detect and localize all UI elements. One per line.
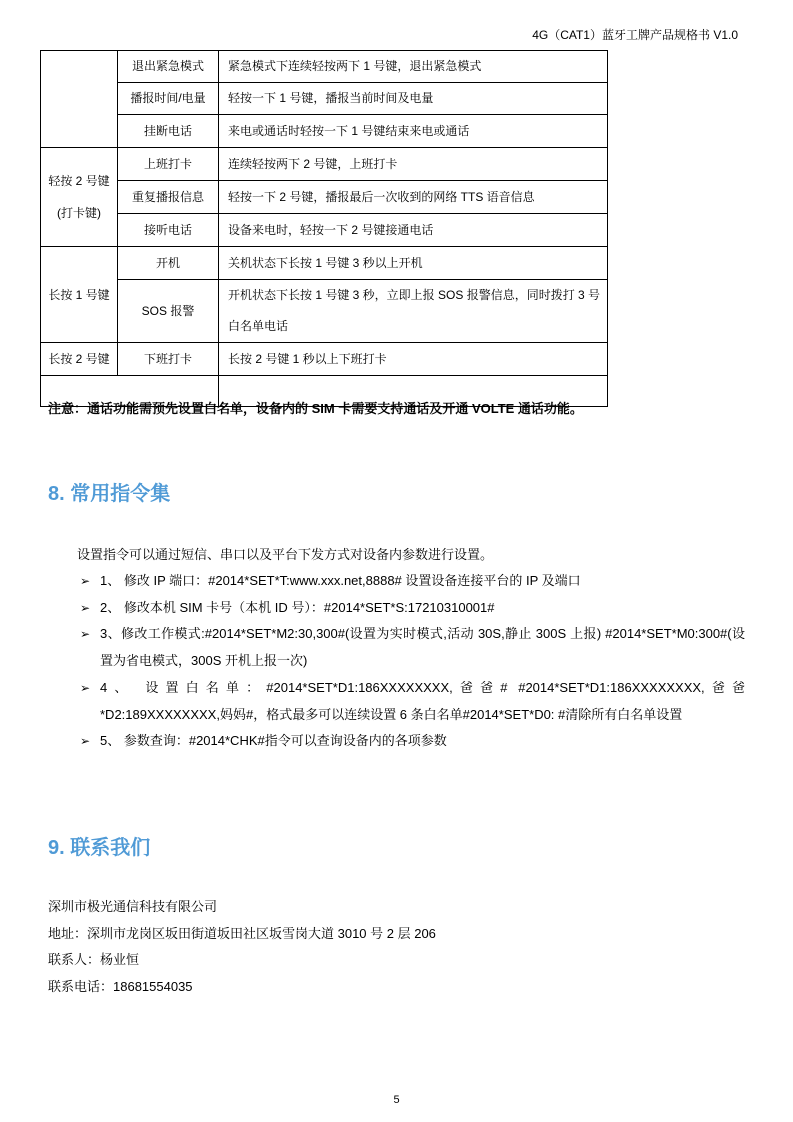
description-cell: 紧急模式下连续轻按两下 1 号键，退出紧急模式	[219, 51, 608, 83]
list-item	[80, 675, 745, 728]
contact-block	[48, 894, 436, 1001]
table-row	[41, 115, 608, 148]
list-item	[80, 728, 745, 755]
function-cell: 开机	[118, 247, 219, 280]
arrow-bullet-icon	[80, 675, 94, 702]
key-label-line: (打卡键)	[57, 206, 101, 220]
command-text: 3、修改工作模式:#2014*SET*M2:30,300#(设置为实时模式,活动 30S,静止 300S 上报) #2014*SET*M0:300#(设置为省电模式，300S 开机上报一次)	[100, 626, 745, 669]
document-header-title: 4G（CAT1）蓝牙工牌产品规格书 V1.0	[532, 28, 738, 42]
key-cell	[41, 148, 118, 247]
command-text: 5、 参数查询：#2014*CHK#指令可以查询设备内的各项参数	[100, 733, 447, 749]
function-cell: SOS 报警	[118, 280, 219, 343]
description-cell: 连续轻按两下 2 号键，上班打卡	[219, 148, 608, 181]
contact-person: 联系人：杨业恒	[48, 952, 140, 968]
function-cell: 播报时间/电量	[118, 83, 219, 115]
command-text: 4、 设置白名单：#2014*SET*D1:186XXXXXXXX,爸爸# #2014*SET*D1:186XXXXXXXX,爸爸*D2:189XXXXXXXX,妈妈#，格式最多可以连续设置 6 条白名单#2014*SET*D0: #清除所有白名单设置	[100, 679, 745, 722]
command-list	[80, 568, 745, 755]
function-cell: 下班打卡	[118, 343, 219, 376]
commands-intro: 设置指令可以通过短信、串口以及平台下发方式对设备内参数进行设置。	[77, 547, 494, 562]
command-text: 2、 修改本机 SIM 卡号（本机 ID 号）：#2014*SET*S:17210310001#	[100, 599, 495, 615]
key-cell: 长按 2 号键	[41, 343, 118, 376]
arrow-bullet-icon	[80, 568, 94, 595]
table-row	[41, 343, 608, 376]
function-cell: 重复播报信息	[118, 181, 219, 214]
description-cell: 长按 2 号键 1 秒以上下班打卡	[219, 343, 608, 376]
table-row	[41, 83, 608, 115]
function-cell: 挂断电话	[118, 115, 219, 148]
description-cell: 轻按一下 1 号键，播报当前时间及电量	[219, 83, 608, 115]
table-row	[41, 51, 608, 83]
contact-phone: 联系电话：18681554035	[48, 979, 193, 995]
table-row	[41, 148, 608, 181]
description-cell: 轻按一下 2 号键，播报最后一次收到的网络 TTS 语音信息	[219, 181, 608, 214]
description-cell: 开机状态下长按 1 号键 3 秒，立即上报 SOS 报警信息，同时拨打 3 号白名单电话	[219, 280, 608, 343]
table-row	[41, 181, 608, 214]
company-name: 深圳市极光通信科技有限公司	[48, 899, 218, 914]
arrow-bullet-icon	[80, 595, 94, 622]
list-item	[80, 621, 745, 674]
key-function-table	[40, 50, 608, 407]
table-row	[41, 280, 608, 343]
page-number: 5	[393, 1094, 400, 1106]
section-heading-contact: 9. 联系我们	[48, 837, 151, 859]
description-cell: 设备来电时，轻按一下 2 号键接通电话	[219, 214, 608, 247]
description-cell: 关机状态下长按 1 号键 3 秒以上开机	[219, 247, 608, 280]
key-cell: 长按 1 号键	[41, 247, 118, 343]
arrow-bullet-icon	[80, 621, 94, 648]
function-cell: 退出紧急模式	[118, 51, 219, 83]
table-row	[41, 214, 608, 247]
command-text: 1、 修改 IP 端口：#2014*SET*T:www.xxx.net,8888# 设置设备连接平台的 IP 及端口	[100, 573, 581, 588]
list-item	[80, 595, 745, 622]
call-feature-note: 注意：通话功能需预先设置白名单，设备内的 SIM 卡需要支持通话及开通 VOLTE 通话功能。	[48, 401, 583, 416]
description-cell: 来电或通话时轻按一下 1 号键结束来电或通话	[219, 115, 608, 148]
section-heading-commands: 8. 常用指令集	[48, 483, 171, 505]
function-cell: 上班打卡	[118, 148, 219, 181]
key-label-line: 轻按 2 号键	[48, 174, 110, 188]
company-address: 地址：深圳市龙岗区坂田街道坂田社区坂雪岗大道 3010 号 2 层 206	[48, 925, 436, 941]
table-row	[41, 247, 608, 280]
arrow-bullet-icon	[80, 728, 94, 755]
list-item	[80, 568, 745, 595]
key-cell	[41, 51, 118, 148]
function-cell: 接听电话	[118, 214, 219, 247]
